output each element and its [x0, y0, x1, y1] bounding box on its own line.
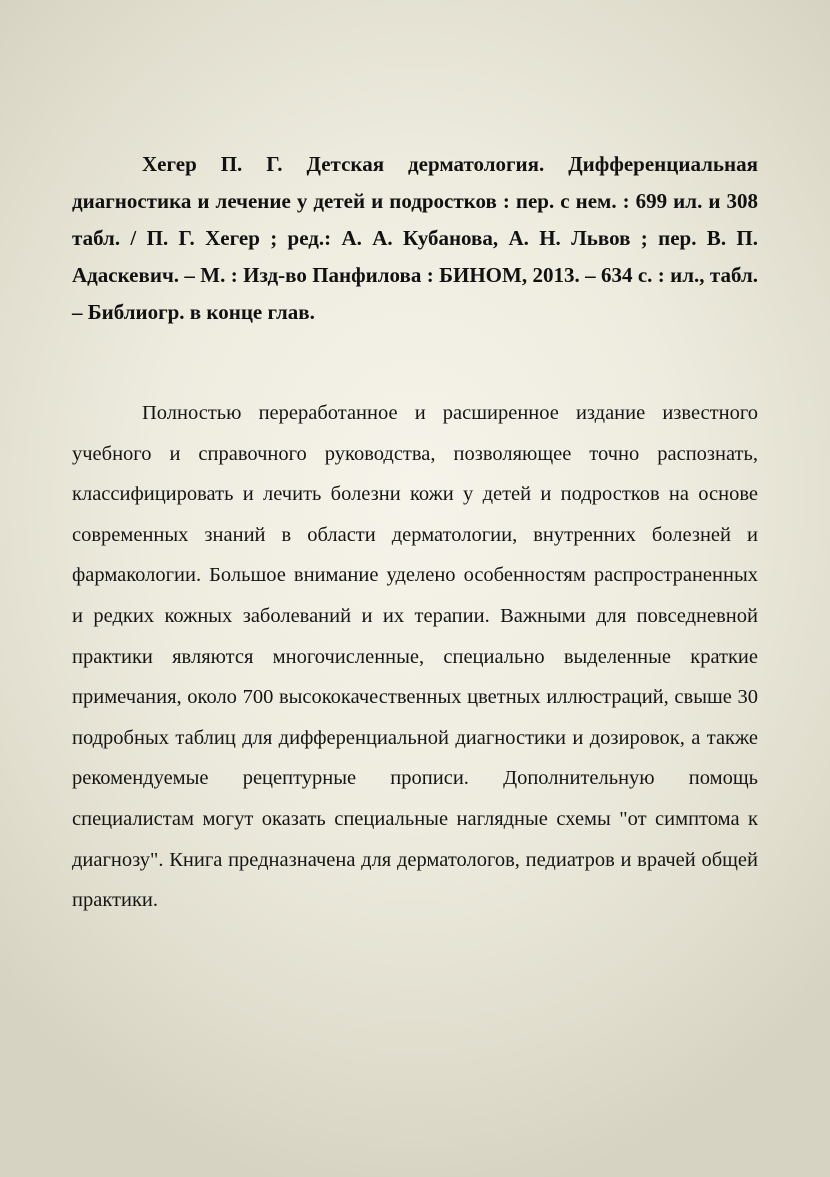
book-annotation: Полностью переработанное и расширенное издание известного учебного и справочного руководства, позволяющее точно распознать, классифицировать и лечить болезни кожи у детей и подростков на основе современных знаний в области дерматологии, внутренних болезней и фармакологии. Большое внимание уделено особенностям распространенных и редких кожных заболеваний и их терапии. Важными для повседневной практики являются многочисленные, специально выделенные краткие примечания, около 700 высококачественных цветных иллюстраций, свыше 30 подробных таблиц для дифференциальной диагностики и дозировок, а также рекомендуемые рецептурные прописи. Дополнительную помощь специалистам могут оказать специальные наглядные схемы "от симптома к диагнозу". Книга предназначена для дерматологов, педиатров и врачей общей практики. — [72, 402, 758, 912]
bibliographic-entry: Хегер П. Г. Детская дерматология. Дифференциальная диагностика и лечение у детей и подростков : пер. с нем. : 699 ил. и 308 табл. / П. Г. Хегер ; ред.: А. А. Кубанова, А. Н. Львов ; пер. В. П. Адаскевич. – М. : Изд-во Панфилова : БИНОМ, 2013. – 634 с. : ил., табл. – Библиогр. в конце глав. — [72, 152, 758, 324]
